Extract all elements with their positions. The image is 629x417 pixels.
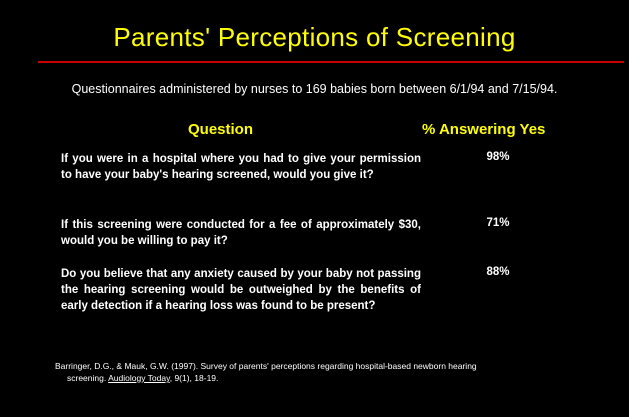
question-column-header: Question [188, 121, 254, 138]
citation-post: , 9(1), 18-19. [169, 373, 219, 383]
slide-title: Parents' Perceptions of Screening [113, 22, 516, 52]
percent-1: 98% [486, 151, 510, 163]
citation-line-2 [55, 372, 615, 384]
citation [55, 360, 615, 384]
citation-pre: screening. [67, 373, 107, 383]
question-3: Do you believe that any anxiety caused by your baby not passing the hearing screening would be outweighed by the benefits of early detection if a hearing loss was found to be present? [61, 268, 421, 312]
question-1: If you were in a hospital where you had to give your permission to have your baby's hearing screened, would you give it? [61, 153, 421, 181]
citation-line-1: Barringer, D.G., & Mauk, G.W. (1997). Survey of parents' perceptions regarding hospital-based newborn hearing [55, 361, 477, 371]
slide-subtitle: Questionnaires administered by nurses to 169 babies born between 6/1/94 and 7/15/94. [71, 82, 558, 96]
citation-journal: Audiology Today [108, 373, 170, 383]
percent-2: 71% [486, 217, 510, 229]
percent-column-header: % Answering Yes [422, 121, 546, 138]
question-2: If this screening were conducted for a fee of approximately $30, would you be willing to pay it? [61, 219, 421, 247]
percent-3: 88% [486, 266, 510, 278]
title-divider [38, 61, 624, 63]
